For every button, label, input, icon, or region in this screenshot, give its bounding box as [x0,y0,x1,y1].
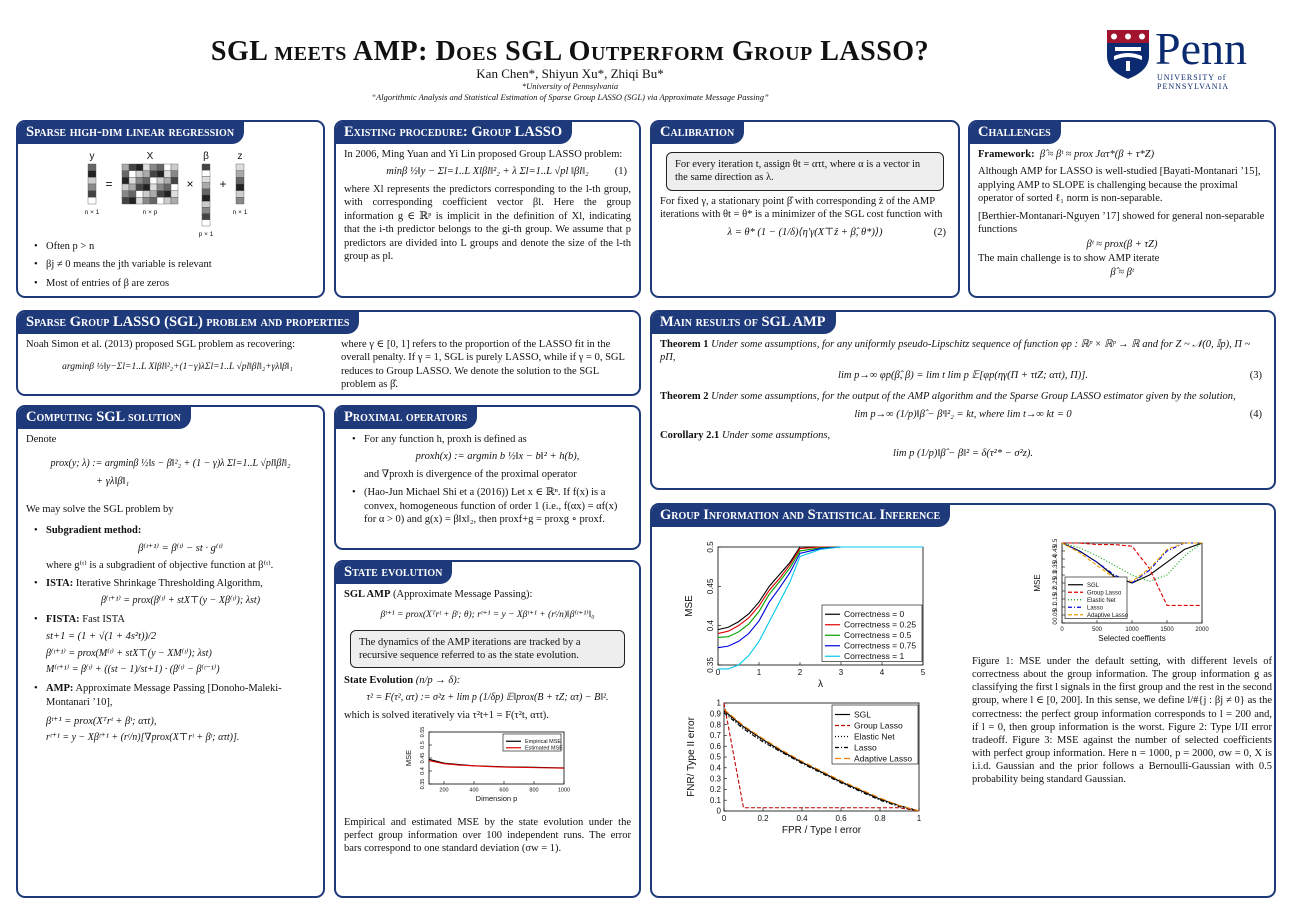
plus-sign: + [219,177,227,191]
y-tick-label: 0.9 [709,709,721,719]
panel-title: Proximal operators [336,407,477,429]
legend-label: Correctness = 0.5 [844,630,912,641]
y-tick-label: 0.1 [709,795,721,805]
y-tick-label: 0.35 [419,778,426,790]
framework-equation: β̂ ≈ βᵗ ≈ prox Jατ*(β + τ*Z) [1039,149,1155,160]
dim-z: n × 1 [232,209,248,216]
proximal-bullet: • (Hao-Jun Michael Shi et a (2016)) Let x ∈ ℝⁿ. If f(x) is a convex, homogeneous function of order 1 (i.e., f(αx) = αf(x) for α > 0) and g(x) = β‖x‖₂, then proxf+g = proxg ∘ proxf. [350,486,631,526]
legend-label: Estimated MSE [524,745,563,752]
legend-label: Correctness = 1 [844,651,905,662]
y-tick-label: 0.45 [1053,545,1059,557]
y-tick-label: 0.3 [1053,570,1059,580]
y-tick-label: 0.55 [419,726,426,738]
matrix-cell [88,184,96,191]
matrix-cell [143,197,150,204]
x-tick-label: 0.6 [835,814,847,823]
x-tick-label: 0 [1060,627,1064,633]
legend-label: Adaptive Lasso [1087,612,1129,619]
matrix-cell [143,191,150,198]
body-text: where Xl represents the predictors corresponding to the l-th group, with corresponding coefficient vector βl. Here the group information g ∈ ℝᵖ is implicit in the definition of Xl, indicating that the i-th predictor belongs to the gi-th group. We assume that p predictors are divided into L groups and denote the size of the l-th group as pl. [344,183,631,263]
matrix-cell [88,197,96,204]
legend-label: Adaptive Lasso [854,753,913,764]
prox-equation: prox(y; λ) := argminβ ½‖s − β‖²₂ + (1 − γ)λ Σl=1..L √pl‖βl‖₂ [50,458,291,470]
matrix-cell [136,171,143,178]
sgl-equation: argminβ ½‖y−Σl=1..L Xlβl‖²₂+(1−γ)λΣl=1..L √pl‖βl‖₂+γλ‖β‖₁ [62,362,293,373]
affiliation: *University of Pennsylvania [521,81,619,91]
matrix-cell [129,184,136,191]
body-text: [Berthier-Montanari-Nguyen ’17] showed for general non-separable functions [978,210,1265,236]
legend-label: Elastic Net [854,731,895,742]
matrix-cell [171,191,178,198]
regression-matrix-figure [26,148,315,238]
x-tick-label: 800 [528,787,539,794]
panel-calibration [650,120,960,298]
state-evolution-box: The dynamics of the AMP iterations are tracked by a recursive sequence referred to as the state evolution. [350,630,625,669]
challenge-equation: β̂ ≈ βᵗ [1110,266,1134,278]
legend-label: Group Lasso [1087,590,1122,597]
matrix-cell [122,184,129,191]
body-text: Although AMP for LASSO is well-studied [Bayati-Montanari ’15], applying AMP to SLOPE is challenging because the proximal operator of sorted ℓ₁ norm is non-separable. [978,166,1261,205]
legend-label: Empirical MSE [524,739,561,746]
matrix-cell [171,171,178,178]
legend-label: Lasso [854,742,877,753]
matrix-cell [236,164,244,171]
bullet-item: • βj ≠ 0 means the jth variable is relevant [32,258,315,271]
chart-mse-dimension [403,726,573,814]
chart-type-errors [682,695,932,845]
matrix-cell [202,195,210,201]
y-tick-label: 0.6 [709,741,721,751]
matrix-cell [88,177,96,184]
matrix-cell [202,164,210,170]
matrix-cell [136,197,143,204]
matrix-cell [143,177,150,184]
body-text: Denote [26,434,57,445]
matrix-cell [202,189,210,195]
method-subgradient: • Subgradient method: β⁽ᵗ⁺¹⁾ = β⁽ᵗ⁾ − st · g⁽ᵗ⁾ where g⁽ᵗ⁾ is a subgradient of objective function at β⁽ᵗ⁾. [32,524,315,572]
penn-shield-icon [1105,28,1151,80]
panel-sgl-problem [16,310,641,396]
y-tick-label: 0.8 [709,720,721,730]
method-fista: • FISTA: Fast ISTA st+1 = (1 + √(1 + 4s²t))/2 β⁽ᵗ⁺¹⁾ = prox(M⁽ᵗ⁾ + stX⊤(y − XM⁽ᵗ⁾); λst) M⁽ᵗ⁺¹⁾ = β⁽ᵗ⁾ + ((st − 1)/st+1) · (β⁽ᵗ⁾ − β⁽ᵗ⁻¹⁾) [32,613,315,677]
matrix-cell [150,197,157,204]
z-vector [236,164,244,204]
matrix-cell [129,171,136,178]
x-matrix [122,164,178,204]
matrix-cell [150,191,157,198]
matrix-cell [202,207,210,213]
label-x: X [146,151,154,162]
y-tick-label: 0.4 [1053,554,1059,564]
legend-label: Group Lasso [854,720,903,731]
corollary-text: Under some assumptions, [721,430,831,442]
y-tick-label: 1 [716,698,721,708]
chart-mse-selected [1032,537,1212,649]
equals-sign: = [105,177,113,191]
calibration-box: For every iteration t, assign θt = ατt, where α is a vector in the same direction as λ. [666,152,944,191]
x-tick-label: 1 [756,668,762,677]
matrix-cell [88,191,96,198]
theorem1-equation: lim p→∞ φp(β̂, β) = lim t lim p 𝔼[φp(ηγ(Π + τtZ; ατt), Π)]. (3) [838,369,1262,381]
matrix-cell [202,214,210,220]
figure-caption: Empirical and estimated MSE by the state evolution under the perfect group information over 100 independent runs. The error bars correspond to one standard deviation (σw = 1). [344,817,631,855]
legend-label: Correctness = 0.75 [844,640,917,651]
y-vector [88,164,96,204]
matrix-cell [122,177,129,184]
x-tick-label: 5 [920,668,926,677]
matrix-cell [236,171,244,178]
amp-label: SGL AMP [344,589,391,600]
matrix-cell [143,171,150,178]
x-tick-label: 1 [916,814,922,823]
y-tick-label: 0.5 [709,752,721,762]
theorem2-equation: lim p→∞ (1/p)‖β̂ − βᵗ‖²₂ = kt, where lim t→∞ kt = 0 (4) [854,408,1262,420]
legend-label: Elastic Net [1087,597,1116,604]
matrix-cell [236,177,244,184]
panel-proximal-operators [334,405,641,550]
chart-mse-lambda [682,537,932,697]
matrix-cell [122,197,129,204]
body-text: For fixed γ, a stationary point β̂ with corresponding ẑ of the AMP iterations with θt = θ* is a minimizer of the SGL cost function with [660,195,943,221]
x-axis-label: FPR / Type I error [781,825,862,836]
legend-label: SGL [1087,582,1100,589]
matrix-cell [157,197,164,204]
matrix-cell [157,177,164,184]
matrix-cell [88,171,96,178]
group-lasso-equation: minβ ½‖y − Σl=1..L Xlβl‖²₂ + λ Σl=1..L √pl ‖βl‖₂ (1) [386,166,627,178]
panel-challenges [968,120,1276,298]
matrix-cell [164,184,171,191]
y-axis-label: MSE [1033,574,1042,592]
method-ista: • ISTA: Iterative Shrinkage Thresholding Algorithm, β⁽ᵗ⁺¹⁾ = prox(β⁽ᵗ⁾ + stX⊤(y − Xβ⁽ᵗ⁾); λst) [32,577,315,607]
y-tick-label: 0.5 [419,741,426,749]
matrix-cell [122,164,129,171]
y-tick-label: 0.15 [1053,593,1059,605]
matrix-cell [143,164,150,171]
panel-computing-sgl [16,405,325,898]
y-tick-label: 0.4 [419,767,426,775]
authors: Kan Chen*, Shiyun Xu*, Zhiqi Bu* [476,66,664,81]
figure-caption: Figure 1: MSE under the default setting, with different levels of correctness about the group information. The group information g as classifying the first l signals in the first group and the rest in the second group, where l ∈ [0, 200]. In this sense, we define l/#{j : βj ≠ 0} as the correctness: the perfect group information corresponds to l = 200 and, if l = 0, then group information is the worst. Figure 2: Type I/II error tradeoff. Figure 3: MSE against the number of selected coefficients with perfect group information. Here n = 1000, p = 2000, σw = 0, X is i.i.d. Gaussian and the prior follows a Bernoulli-Gaussian with 0.5 probability being standard Gaussian. [972,656,1272,786]
matrix-cell [202,201,210,207]
y-axis-label: MSE [403,750,413,767]
matrix-cell [236,197,244,204]
matrix-cell [129,177,136,184]
x-tick-label: 3 [838,668,844,677]
theorem-text: Under some assumptions, for any uniformly pseudo-Lipschitz sequence of function φp : ℝᵖ × ℝᵖ → ℝ and for Z ~ 𝒩(0, 𝕀p), Π ~ pΠ, [660,339,1251,364]
x-tick-label: 2000 [1195,627,1209,633]
prox-equation-cont: + γλ‖β‖₁ [96,476,130,488]
y-tick-label: 0.45 [706,578,715,595]
matrix-cell [150,184,157,191]
panel-title: Computing SGL solution [18,407,191,429]
y-axis-label: FNR/ Type II error [686,717,697,797]
matrix-cell [164,191,171,198]
matrix-cell [164,177,171,184]
matrix-cell [202,176,210,182]
x-tick-label: 0.2 [757,814,769,823]
penn-university-name: UNIVERSITY of PENNSYLVANIA [1157,73,1230,91]
theorem-label: Theorem 2 [660,391,709,403]
y-tick-label: 0.7 [709,731,721,741]
x-axis-label: Dimension p [475,794,517,804]
matrix-cell [157,191,164,198]
legend-label: Lasso [1087,605,1104,612]
x-tick-label: 1000 [1125,627,1139,633]
panel-title: Main results of SGL AMP [652,312,836,334]
panel-existing-procedure [334,120,641,298]
dim-x: n × p [142,209,158,216]
matrix-cell [157,184,164,191]
y-tick-label: 0.25 [1053,577,1059,589]
matrix-cell [171,184,178,191]
challenge-equation: βᵗ ≈ prox(β + τZ) [1086,238,1158,250]
y-tick-label: 0.3 [709,774,721,784]
y-tick-label: 0.35 [706,657,715,673]
y-tick-label: 0.5 [706,541,715,553]
x-tick-label: 0 [715,668,721,677]
x-tick-label: 0.4 [796,814,808,823]
poster-title: SGL meets AMP: Does SGL Outperform Group LASSO? [210,36,930,67]
beta-vector [202,164,210,226]
matrix-cell [236,184,244,191]
panel-state-evolution [334,560,641,898]
legend-label: Correctness = 0 [844,609,905,620]
matrix-cell [171,197,178,204]
theorem-text: Under some assumptions, for the output of the AMP algorithm and the Sparse Group LASSO estimator given by the solution, [711,391,1236,403]
x-tick-label: 0.8 [874,814,886,823]
matrix-cell [136,191,143,198]
label-y: y [89,151,95,162]
matrix-cell [171,177,178,184]
matrix-cell [202,183,210,189]
matrix-cell [164,164,171,171]
method-amp: • AMP: Approximate Message Passing [Donoho-Maleki-Montanari ’10], βᵗ⁺¹ = prox(Xᵀrᵗ + βᵗ; ατt), rᵗ⁺¹ = y − Xβᵗ⁺¹ + (rᵗ/n)[∇prox(X⊤rᵗ + βᵗ; ατt)]. [32,682,315,745]
matrix-cell [136,184,143,191]
framework-label: Framework: [978,149,1035,160]
panel-title: Existing procedure: Group LASSO [336,122,572,144]
matrix-cell [150,171,157,178]
matrix-cell [129,164,136,171]
panel-main-results [650,310,1276,490]
y-tick-label: 0.35 [1053,561,1059,573]
x-tick-label: 2 [797,668,803,677]
matrix-cell [122,191,129,198]
legend-label: Correctness = 0.25 [844,619,917,630]
y-tick-label: 0.05 [1053,609,1059,621]
x-tick-label: 4 [879,668,885,677]
y-tick-label: 0 [716,806,721,816]
corollary-equation: lim p (1/p)‖β̂ − β‖² = δ(τ²* − σ²z). [893,447,1033,459]
y-tick-label: 0.2 [709,785,721,795]
y-tick-label: 0.1 [1053,602,1059,612]
body-text: The main challenge is to show AMP iterate [978,253,1160,265]
x-tick-label: 1000 [557,787,570,794]
panel-title: Sparse Group LASSO (SGL) problem and properties [18,312,359,334]
matrix-cell [164,197,171,204]
matrix-cell [136,164,143,171]
matrix-cell [143,184,150,191]
matrix-cell [202,170,210,176]
amp-equation: βᵗ⁺¹ = prox(Xᵀrᵗ + βᵗ; θ); rᵗ⁺¹ = y − Xβᵗ⁺¹ + (rᵗ/n)‖β⁽ᵗ⁺¹⁾‖₀ [380,610,595,621]
matrix-cell [122,171,129,178]
se-text: (n/p → δ): [415,675,461,687]
matrix-cell [136,177,143,184]
matrix-cell [202,220,210,226]
panel-title: Sparse high-dim linear regression [18,122,244,144]
panel-title: Calibration [652,122,744,144]
matrix-cell [171,164,178,171]
y-tick-label: 0.2 [1053,586,1059,596]
panel-group-information [650,503,1276,898]
body-text: Noah Simon et al. (2013) proposed SGL problem as recovering: [26,339,296,350]
x-tick-label: 200 [438,787,449,794]
bullet-item: • Often p > n [32,240,315,253]
bullet-item: • Most of entries of β are zeros [32,277,315,290]
y-tick-label: 0.45 [419,752,426,764]
matrix-cell [150,164,157,171]
matrix-cell [236,191,244,198]
matrix-cell [157,164,164,171]
panel-title: Group Information and Statistical Inference [652,505,950,527]
theorem-label: Theorem 1 [660,339,709,350]
corollary-label: Corollary 2.1 [660,430,720,442]
amp-text: (Approximate Message Passing): [393,589,533,600]
x-tick-label: 400 [468,787,479,794]
matrix-cell [157,171,164,178]
se-tail: which is solved iteratively via τ²t+1 = F(τ²t, ατt). [344,709,549,721]
dim-beta: p × 1 [198,231,214,238]
y-tick-label: 0 [1053,621,1059,625]
matrix-cell [150,177,157,184]
x-tick-label: 1500 [1160,627,1174,633]
proximal-bullet: • For any function h, proxh is defined as proxh(x) := argmin b ½‖x − b‖² + h(b), and ∇proxh is divergence of the proximal operator [350,433,631,481]
lambda-equation: λ = θ* (1 − (1/δ)⟨η′γ(X⊤ẑ + β̂, θ*)⟩) (2) [727,226,946,238]
poster-subtitle: “Algorithmic Analysis and Statistical Estimation of Sparse Group LASSO (SGL) via Approximate Message Passing” [371,92,769,102]
y-tick-label: 0.4 [709,763,721,773]
matrix-cell [129,197,136,204]
x-tick-label: 500 [1091,627,1103,633]
legend-label: SGL [854,709,872,720]
panel-title: Challenges [970,122,1061,144]
label-z: z [237,151,243,162]
x-axis-label: Selected coeffients [1098,634,1166,643]
panel-title: State evolution [336,562,452,584]
se-equation: τ² = F(τ², ατ) := σ²z + lim p (1/δp) 𝔼‖prox(B + τZ; ατ) − B‖². [366,691,609,703]
body-text: We may solve the SGL problem by [26,503,174,515]
matrix-cell [129,191,136,198]
label-beta: β [203,151,209,162]
penn-logo [1105,23,1285,91]
matrix-diagram [26,148,316,240]
dim-y: n × 1 [84,209,100,216]
panel-sparse-regression [16,120,325,298]
penn-wordmark: Penn [1155,23,1247,74]
y-tick-label: 0.5 [1053,538,1059,548]
x-tick-label: 0 [721,814,727,823]
y-axis-label: MSE [684,595,695,617]
x-tick-label: 600 [498,787,509,794]
matrix-cell [164,171,171,178]
intro-text: In 2006, Ming Yuan and Yi Lin proposed Group LASSO problem: [344,149,623,160]
x-axis-label: λ [818,679,823,690]
times-sign: × [186,177,194,191]
y-tick-label: 0.4 [706,620,715,632]
se-label: State Evolution [344,675,414,687]
body-text: where γ ∈ [0, 1] refers to the proportion of the LASSO fit in the overall penalty. If γ = 1, SGL is purely LASSO, while if γ = 0, SGL reduces to Group LASSO. We denote the solution to the SGL problem as β̂. [340,339,625,391]
matrix-cell [88,164,96,171]
